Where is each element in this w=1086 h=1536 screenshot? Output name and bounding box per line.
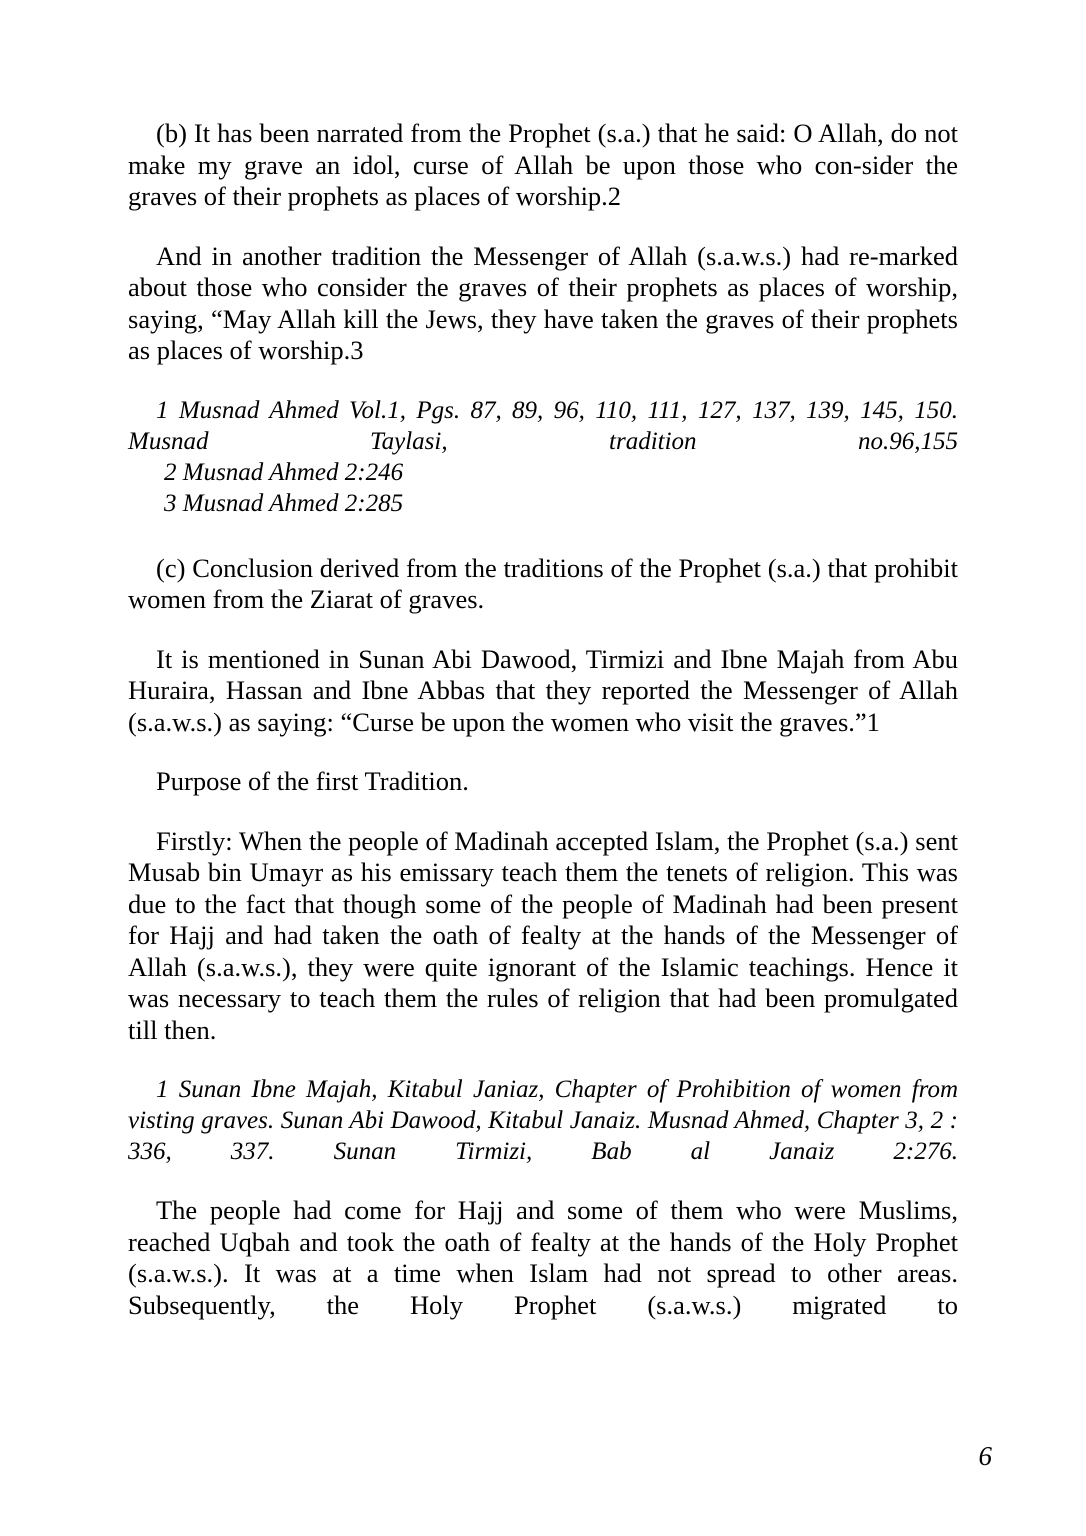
paragraph-spacer: [128, 616, 958, 644]
paragraph-spacer: [128, 738, 958, 766]
paragraph-spacer: [128, 519, 958, 553]
paragraph-purpose: Purpose of the first Tradition.: [156, 766, 469, 796]
footnotes-block-two: [128, 1074, 958, 1167]
footnote-1: 1 Musnad Ahmed Vol.1, Pgs. 87, 89, 96, 110, 111, 127, 137, 139, 145, 150. Musnad Taylasi, tradition no.96,155: [128, 396, 958, 455]
page-number: 6: [978, 1441, 992, 1471]
paragraph-mentioned: It is mentioned in Sunan Abi Dawood, Tirmizi and Ibne Majah from Abu Huraira, Hassan and Ibne Abbas that they reported the Messenger of Allah (s.a.w.s.) as saying: “Curse be upon the women who visit the graves.”1: [128, 643, 958, 737]
text-column: [128, 118, 958, 1321]
paragraph-spacer: [128, 1167, 958, 1195]
paragraph-spacer: [128, 1046, 958, 1074]
paragraph-spacer: [128, 798, 958, 826]
paragraph-people-hajj: The people had come for Hajj and some of them who were Muslims, reached Uqbah and took the oath of fealty at the hands of the Holy Prophet (s.a.w.s.). It was at a time when Islam had not spread to other areas. Subsequently, the Holy Prophet (s.a.w.s.) migrated to: [128, 1195, 958, 1320]
paragraph-b: (b) It has been narrated from the Prophet (s.a.) that he said: O Allah, do not make my grave an idol, curse of Allah be upon those who con-sider the graves of their prophets as places of worship.2: [128, 118, 958, 211]
paragraph-firstly: Firstly: When the people of Madinah accepted Islam, the Prophet (s.a.) sent Musab bin Umayr as his emissary teach them the tenets of religion. This was due to the fact that though some of the people of Madinah had been present for Hajj and had taken the oath of fealty at the hands of the Messenger of Allah (s.a.w.s.), they were quite ignorant of the Islamic teachings. Hence it was necessary to teach them the rules of religion that had been promulgated till then.: [128, 825, 958, 1045]
paragraph-another-tradition: And in another tradition the Messenger of Allah (s.a.w.s.) had re-marked about those who consider the graves of their prophets as places of worship, saying, “May Allah kill the Jews, they have taken the graves of their prophets as places of worship.3: [128, 240, 958, 365]
footnote-3: 3 Musnad Ahmed 2:285: [164, 489, 404, 517]
footnotes-block-one: [128, 395, 958, 519]
paragraph-spacer: [128, 367, 958, 395]
paragraph-c: (c) Conclusion derived from the traditions of the Prophet (s.a.) that prohibit women from the Ziarat of graves.: [128, 552, 958, 614]
paragraph-spacer: [128, 213, 958, 241]
footnote-2: 2 Musnad Ahmed 2:246: [164, 458, 404, 486]
footnote-1-second: 1 Sunan Ibne Majah, Kitabul Janiaz, Chapter of Prohibition of women from visting graves. Sunan Abi Dawood, Kitabul Janaiz. Musnad Ahmed, Chapter 3, 2 : 336, 337. Sunan Tirmizi, Bab al Janaiz 2:276.: [128, 1076, 958, 1165]
